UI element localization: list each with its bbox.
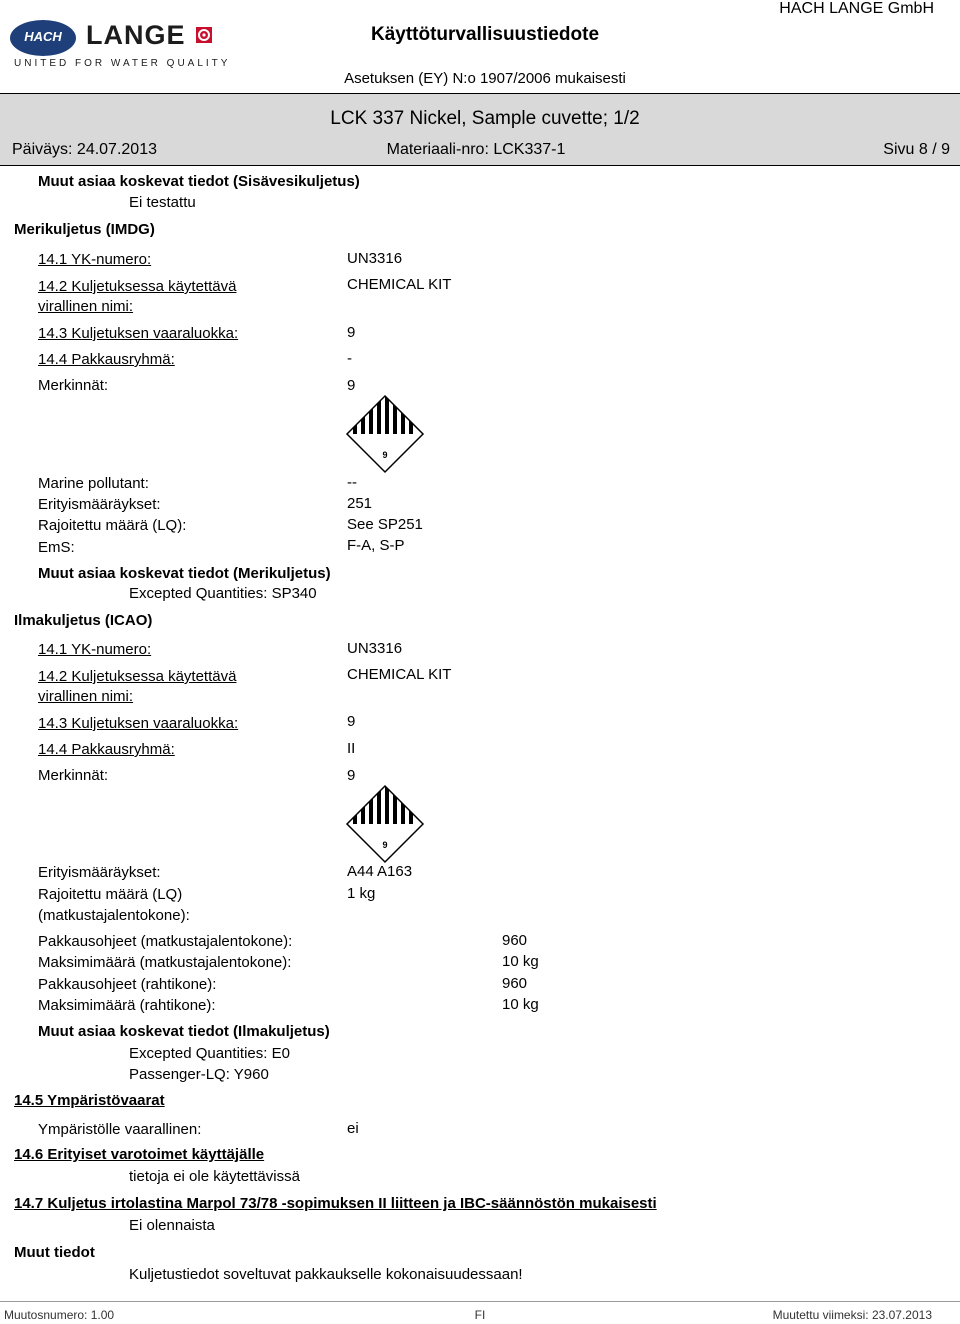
document-title: Käyttöturvallisuustiedote: [370, 24, 600, 45]
sea-marks-label: Merkinnät:: [38, 377, 109, 394]
precautions-heading: 14.6 Erityiset varotoimet käyttäjälle: [14, 1146, 265, 1163]
air-lq-label-1: Rajoitettu määrä (LQ): [38, 886, 183, 903]
air-un-label: 14.1 YK-numero:: [38, 641, 152, 658]
air-name-value: CHEMICAL KIT: [347, 666, 452, 683]
sea-name-label-1: 14.2 Kuljetuksessa käytettävä: [38, 278, 237, 295]
footer-language: FI: [474, 1308, 486, 1322]
sea-pollutant-value: --: [347, 474, 357, 491]
sea-heading: Merikuljetus (IMDG): [14, 221, 155, 238]
air-pack-cargo-label: Pakkausohjeet (rahtikone):: [38, 976, 217, 993]
air-pg-value: II: [347, 740, 356, 757]
footer-rule: [0, 1301, 960, 1302]
air-lq-label-2: (matkustajalentokone):: [38, 907, 190, 924]
air-max-pass-value: 10 kg: [502, 953, 539, 970]
air-other-value-1: Excepted Quantities: E0: [129, 1045, 290, 1062]
sea-pg-label: 14.4 Pakkausryhmä:: [38, 351, 175, 368]
air-other-heading: Muut asiaa koskevat tiedot (Ilmakuljetus): [38, 1023, 330, 1040]
air-special-value: A44 A163: [347, 863, 413, 880]
date: Päiväys: 24.07.2013: [12, 141, 157, 158]
air-name-label-2: virallinen nimi:: [38, 688, 134, 705]
logo-tagline: UNITED FOR WATER QUALITY: [14, 58, 231, 69]
air-max-cargo-label: Maksimimäärä (rahtikone):: [38, 997, 216, 1014]
sea-lq-value: See SP251: [347, 516, 423, 533]
bulk-heading: 14.7 Kuljetus irtolastina Marpol 73/78 -sopimuksen II liitteen ja IBC-säännöstön mukaisesti: [14, 1195, 657, 1212]
sea-name-value: CHEMICAL KIT: [347, 276, 452, 293]
sea-special-value: 251: [347, 495, 373, 512]
precautions-value: tietoja ei ole käytettävissä: [129, 1168, 300, 1185]
company-name: HACH LANGE GmbH: [779, 0, 934, 17]
air-pack-pass-label: Pakkausohjeet (matkustajalentokone):: [38, 933, 293, 950]
env-value: ei: [347, 1120, 359, 1137]
sea-pollutant-label: Marine pollutant:: [38, 475, 149, 492]
sea-un-value: UN3316: [347, 250, 403, 267]
regulation-text: Asetuksen (EY) N:o 1907/2006 mukaisesti: [344, 70, 626, 87]
sea-other-heading: Muut asiaa koskevat tiedot (Merikuljetus): [38, 565, 331, 582]
air-other-value-2: Passenger-LQ: Y960: [129, 1066, 269, 1083]
air-class-value: 9: [347, 713, 356, 730]
air-marks-label: Merkinnät:: [38, 767, 109, 784]
env-label: Ympäristölle vaarallinen:: [38, 1121, 202, 1138]
sea-special-label: Erityismääräykset:: [38, 496, 161, 513]
sea-name-label-2: virallinen nimi:: [38, 298, 134, 315]
footer-modified: Muutettu viimeksi: 23.07.2013: [772, 1308, 932, 1322]
air-pictogram-number: 9: [382, 840, 388, 850]
header-rule-bottom: [0, 165, 960, 166]
sea-lq-label: Rajoitettu määrä (LQ):: [38, 517, 187, 534]
sea-marks-value: 9: [347, 377, 356, 394]
product-name: LCK 337 Nickel, Sample cuvette; 1/2: [330, 108, 640, 129]
footer-revision: Muutosnumero: 1.00: [4, 1308, 115, 1322]
air-heading: Ilmakuljetus (ICAO): [14, 612, 153, 629]
sea-ems-value: F-A, S-P: [347, 537, 405, 554]
inland-other-value: Ei testattu: [129, 194, 196, 211]
air-class-label: 14.3 Kuljetuksen vaaraluokka:: [38, 715, 239, 732]
header-rule-top: [0, 93, 960, 94]
lange-logo-text: LANGE: [86, 20, 186, 50]
sea-un-label: 14.1 YK-numero:: [38, 251, 152, 268]
sea-pg-value: -: [347, 350, 352, 367]
sea-ems-label: EmS:: [38, 539, 75, 556]
env-heading: 14.5 Ympäristövaarat: [14, 1092, 165, 1109]
air-lq-value: 1 kg: [347, 885, 376, 902]
material-number: Materiaali-nro: LCK337-1: [386, 141, 566, 158]
class-9-hazard-icon: [345, 394, 425, 474]
page-number: Sivu 8 / 9: [883, 141, 950, 158]
bulk-value: Ei olennaista: [129, 1217, 215, 1234]
air-name-label-1: 14.2 Kuljetuksessa käytettävä: [38, 668, 237, 685]
air-pack-pass-value: 960: [502, 932, 528, 949]
air-max-pass-label: Maksimimäärä (matkustajalentokone):: [38, 954, 292, 971]
air-marks-value: 9: [347, 767, 356, 784]
other-value: Kuljetustiedot soveltuvat pakkaukselle kokonaisuudessaan!: [129, 1266, 523, 1283]
hach-logo: HACH: [10, 20, 76, 56]
air-pack-cargo-value: 960: [502, 975, 528, 992]
inland-other-heading: Muut asiaa koskevat tiedot (Sisävesikuljetus): [38, 173, 360, 190]
sea-class-label: 14.3 Kuljetuksen vaaraluokka:: [38, 325, 239, 342]
air-special-label: Erityismääräykset:: [38, 864, 161, 881]
sea-class-value: 9: [347, 324, 356, 341]
other-heading: Muut tiedot: [14, 1244, 95, 1261]
air-max-cargo-value: 10 kg: [502, 996, 539, 1013]
air-un-value: UN3316: [347, 640, 403, 657]
sea-other-value: Excepted Quantities: SP340: [129, 585, 317, 602]
sea-pictogram-number: 9: [382, 450, 388, 460]
class-9-hazard-icon: [345, 784, 425, 864]
air-pg-label: 14.4 Pakkausryhmä:: [38, 741, 175, 758]
